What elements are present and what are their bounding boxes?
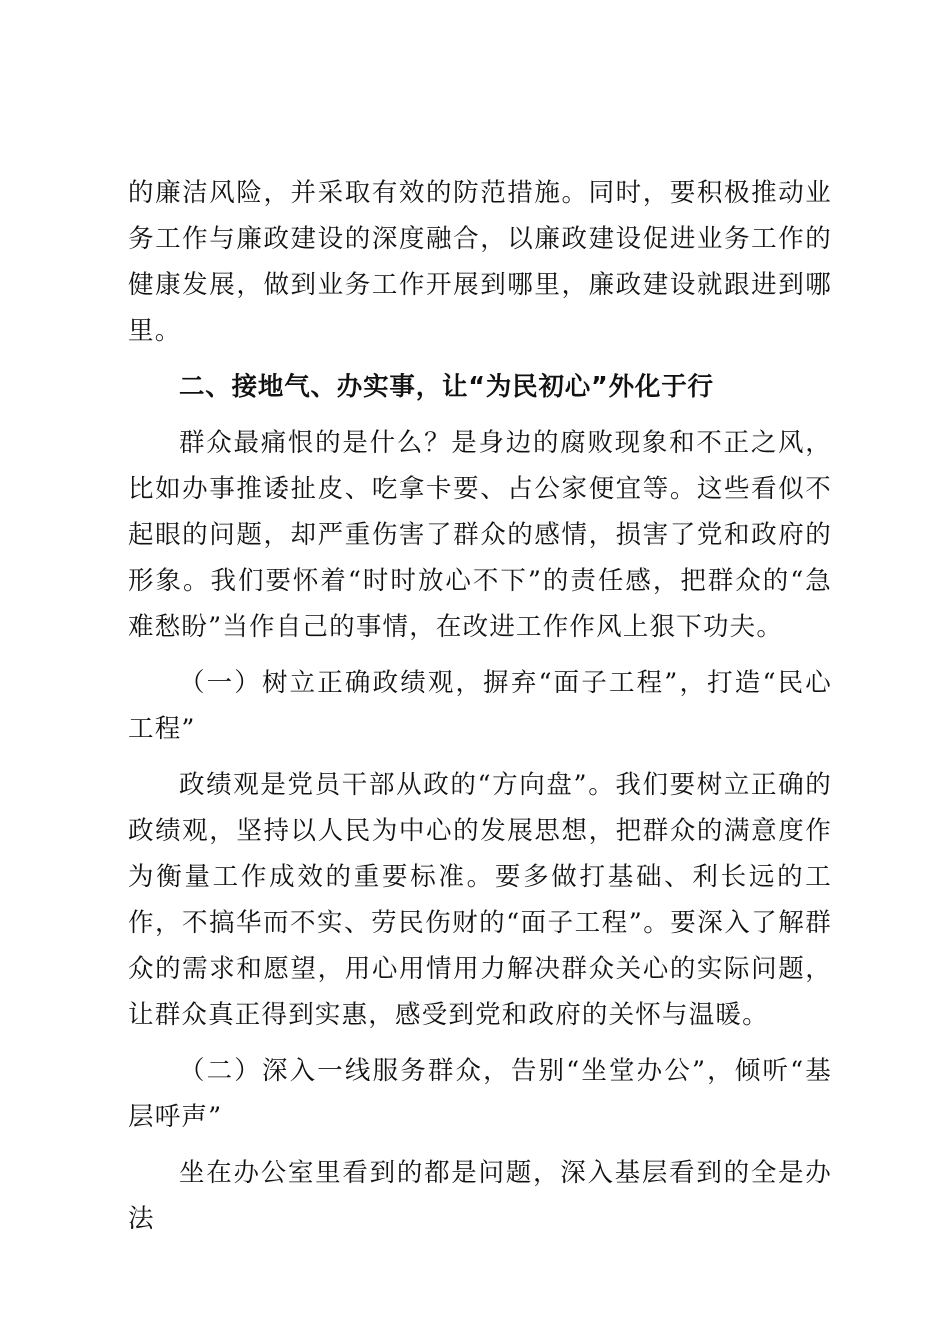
body-paragraph: 群众最痛恨的是什么？是身边的腐败现象和不正之风，比如办事推诿扯皮、吃拿卡要、占公家便宜等。这些看似不起眼的问题，却严重伤害了群众的感情，损害了党和政府的形象。我们要怀着“时时放心不下”的责任感，把群众的“急难愁盼”当作自己的事情，在改进工作作风上狠下功夫。 [128, 428, 832, 642]
subsection-heading-2: （二）深入一线服务群众，告别“坐堂办公”，倾听“基层呼声” [128, 1056, 832, 1132]
body-paragraph: 坐在办公室里看到的都是问题，深入基层看到的全是办法 [128, 1158, 832, 1234]
body-paragraph: 政绩观是党员干部从政的“方向盘”。我们要树立正确的政绩观，坚持以人民为中心的发展思想，把群众的满意度作为衡量工作成效的重要标准。要多做打基础、利长远的工作，不搞华而不实、劳民伤财的“面子工程”。要深入了解群众的需求和愿望，用心用情用力解决群众关心的实际问题，让群众真正得到实惠，感受到党和政府的关怀与温暖。 [128, 770, 832, 1030]
subsection-heading-1: （一）树立正确政绩观，摒弃“面子工程”，打造“民心工程” [128, 668, 832, 744]
section-heading-2: 二、接地气、办实事，让“为民初心”外化于行 [179, 372, 714, 402]
document-page [128, 170, 832, 1242]
body-paragraph-continued: 的廉洁风险，并采取有效的防范措施。同时，要积极推动业务工作与廉政建设的深度融合，以廉政建设促进业务工作的健康发展，做到业务工作开展到哪里，廉政建设就跟进到哪里。 [128, 178, 832, 346]
